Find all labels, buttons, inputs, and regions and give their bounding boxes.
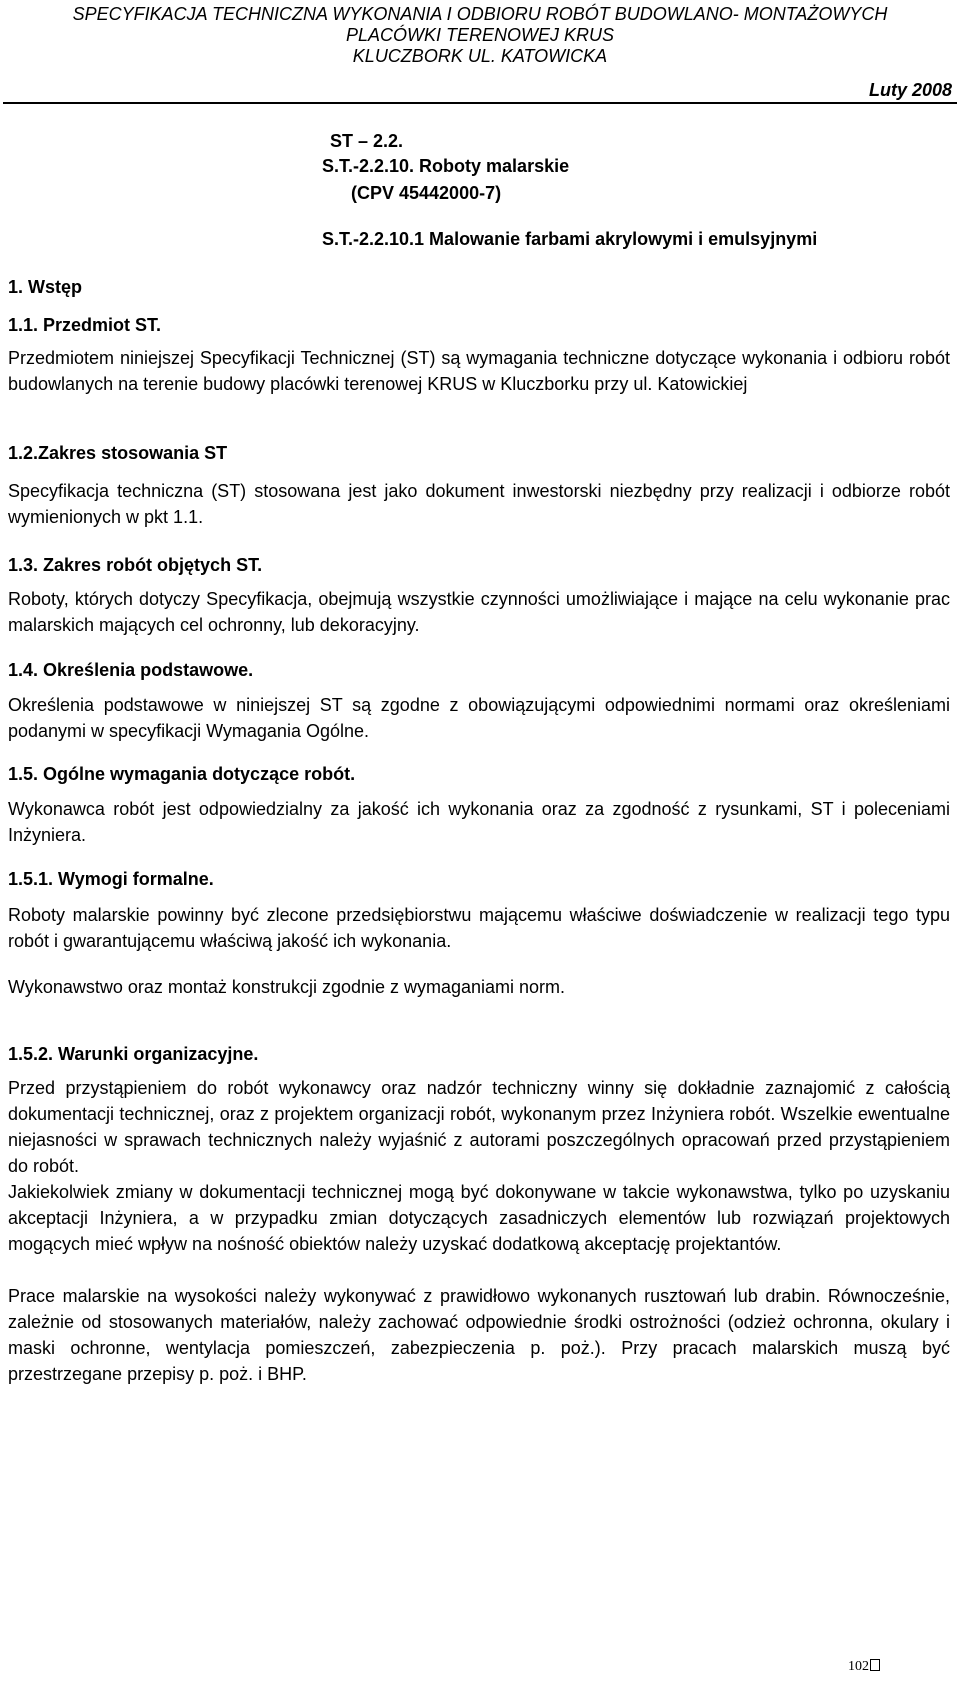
page-number-text: 102 bbox=[848, 1659, 869, 1674]
section-heading-1-2: 1.2.Zakres stosowania ST bbox=[8, 443, 228, 463]
paragraph-1-5-2-a: Przed przystąpieniem do robót wykonawcy oraz nadzór techniczny winny się dokładnie zaznajomić z całością dokumentacji technicznej, oraz z projektem organizacji robót, wykonanym przez Inżyniera robót. Wszelkie ewentualne niejasności w sprawach technicznych należy wyjaśnić z autorami poszczególnych opracowań przed przystąpieniem do robót. bbox=[8, 1078, 950, 1176]
paragraph-1-5: Wykonawca robót jest odpowiedzialny za jakość ich wykonania oraz za zgodność z rysunkami, ST i poleceniami Inżyniera. bbox=[8, 799, 950, 845]
header-line-1: SPECYFIKACJA TECHNICZNA WYKONANIA I ODBIORU ROBÓT BUDOWLANO- MONTAŻOWYCH bbox=[72, 4, 888, 24]
section-heading-1: 1. Wstęp bbox=[8, 277, 83, 297]
title-line-2: S.T.-2.2.10. Roboty malarskie bbox=[322, 156, 570, 176]
document-header bbox=[0, 4, 960, 67]
paragraph-1-4: Określenia podstawowe w niniejszej ST są zgodne z obowiązującymi odpowiednimi normami oraz określeniami podanymi w specyfikacji Wymagania Ogólne. bbox=[8, 695, 950, 741]
section-heading-1-5-1: 1.5.1. Wymogi formalne. bbox=[8, 869, 214, 889]
paragraph-1-5-1-b: Wykonawstwo oraz montaż konstrukcji zgodnie z wymaganiami norm. bbox=[8, 977, 566, 997]
header-line-2: PLACÓWKI TERENOWEJ KRUS bbox=[345, 25, 615, 45]
title-line-1: ST – 2.2. bbox=[330, 131, 404, 151]
page-number bbox=[848, 1659, 880, 1675]
section-heading-1-3: 1.3. Zakres robót objętych ST. bbox=[8, 555, 263, 575]
paragraph-1-5-2-c: Prace malarskie na wysokości należy wykonywać z prawidłowo wykonanych rusztowań lub drabin. Równocześnie, zależnie od stosowanych materiałów, należy zachować odpowiednie środki ostrożności (odzież ochronna, okulary i maski ochronne, wentylacja pomieszczeń, zabezpieczenia p. poż.). Przy pracach malarskich muszą być przestrzegane przepisy p. poż. i BHP. bbox=[8, 1286, 950, 1384]
title-line-3: (CPV 45442000-7) bbox=[351, 183, 502, 203]
section-heading-1-5-2: 1.5.2. Warunki organizacyjne. bbox=[8, 1044, 259, 1064]
paragraph-1-2: Specyfikacja techniczna (ST) stosowana jest jako dokument inwestorski niezbędny przy realizacji i odbiorze robót wymienionych w pkt 1.1. bbox=[8, 481, 950, 527]
section-heading-1-5: 1.5. Ogólne wymagania dotyczące robót. bbox=[8, 764, 356, 784]
paragraph-1-3: Roboty, których dotyczy Specyfikacja, obejmują wszystkie czynności umożliwiające i mające na celu wykonanie prac malarskich mających cel ochronny, lub dekoracyjny. bbox=[8, 589, 950, 635]
paragraph-1-1: Przedmiotem niniejszej Specyfikacji Technicznej (ST) są wymagania techniczne dotyczące wykonania i odbioru robót budowlanych na terenie budowy placówki terenowej KRUS w Kluczborku przy ul. Katowickiej bbox=[8, 348, 950, 394]
header-date: Luty 2008 bbox=[868, 80, 952, 100]
header-line-3: KLUCZBORK UL. KATOWICKA bbox=[352, 46, 608, 66]
paragraph-1-5-1-a: Roboty malarskie powinny być zlecone przedsiębiorstwu mającemu właściwe doświadczenie w realizacji tego typu robót i gwarantującemu właściwą jakość ich wykonania. bbox=[8, 905, 950, 951]
title-line-4: S.T.-2.2.10.1 Malowanie farbami akrylowymi i emulsyjnymi bbox=[322, 229, 818, 249]
section-heading-1-4: 1.4. Określenia podstawowe. bbox=[8, 660, 254, 680]
section-heading-1-1: 1.1. Przedmiot ST. bbox=[8, 315, 162, 335]
page-number-box-icon bbox=[870, 1659, 880, 1671]
header-divider bbox=[3, 102, 957, 104]
paragraph-1-5-2-b: Jakiekolwiek zmiany w dokumentacji technicznej mogą być dokonywane w takcie wykonawstwa, tylko po uzyskaniu akceptacji Inżyniera, a w przypadku zmian dotyczących zasadniczych elementów lub rozwiązań projektowych mogących mieć wpływ na nośność obiektów należy uzyskać dodatkową akceptację projektantów. bbox=[8, 1182, 950, 1254]
